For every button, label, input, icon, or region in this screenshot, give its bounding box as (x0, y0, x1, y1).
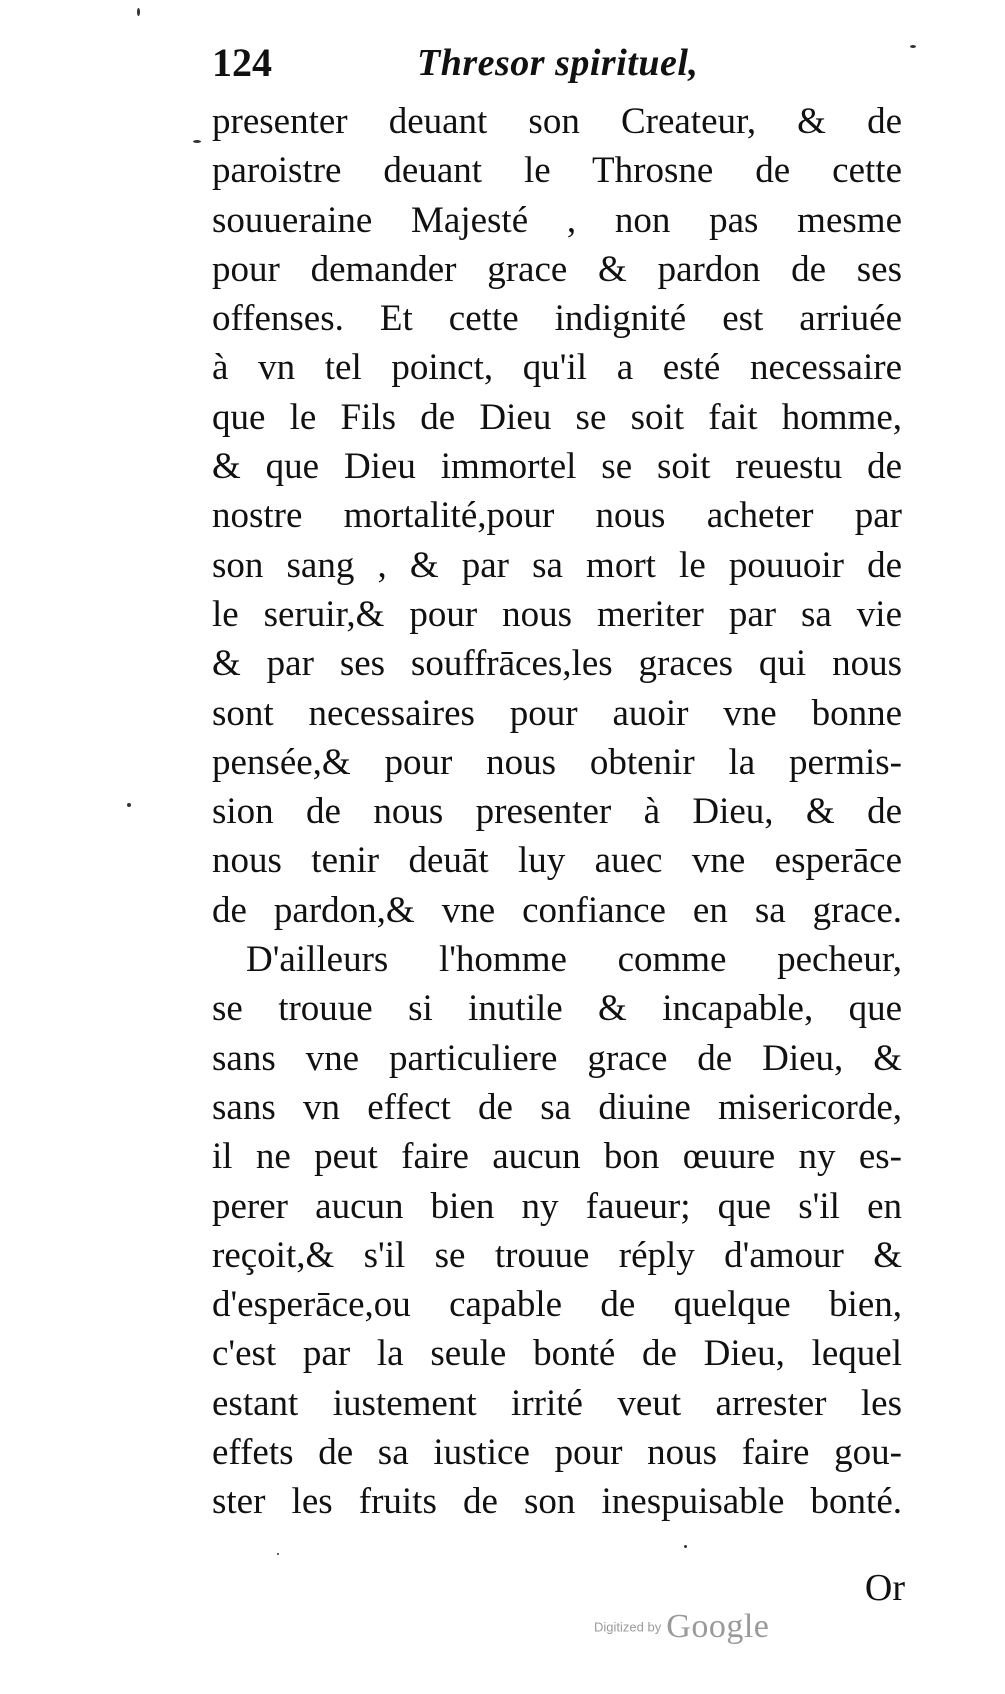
text-line: effets de sa iustice pour nous faire gou- (212, 1432, 902, 1474)
ink-speck (127, 803, 131, 807)
text-line: sion de nous presenter à Dieu, & de (212, 791, 902, 833)
text-line: il ne peut faire aucun bon œuure ny es- (212, 1136, 902, 1178)
text-line: & que Dieu immortel se soit reuestu de (212, 446, 902, 488)
text-line: pour demander grace & pardon de ses (212, 248, 902, 290)
text-line: à vn tel poinct, qu'il a esté necessaire (212, 347, 902, 389)
text-line: d'esperāce,ou capable de quelque bien, (212, 1284, 902, 1326)
text-line: paroistre deuant le Throsne de cette (212, 150, 902, 192)
page-number: 124 (212, 40, 272, 85)
text-line: & par ses souffrāces,les graces qui nous (212, 643, 902, 685)
text-line: offenses. Et cette indignité est arriuée (212, 298, 902, 340)
text-line: nostre mortalité,pour nous acheter par (212, 495, 902, 537)
text-line: de pardon,& vne confiance en sa grace. (212, 889, 902, 931)
text-line: estant iustement irrité veut arrester les (212, 1382, 902, 1424)
text-line: que le Fils de Dieu se soit fait homme, (212, 396, 902, 438)
text-line: perer aucun bien ny faueur; que s'il en (212, 1185, 902, 1227)
text-line: son sang , & par sa mort le pouuoir de (212, 544, 902, 586)
text-line: c'est par la seule bonté de Dieu, lequel (212, 1333, 902, 1375)
body-text (212, 97, 902, 1527)
text-line: sans vn effect de sa diuine misericorde, (212, 1086, 902, 1128)
ink-speck (193, 140, 201, 143)
text-line: reçoit,& s'il se trouue réply d'amour & (212, 1234, 902, 1276)
text-line: pensée,& pour nous obtenir la permis- (212, 741, 902, 783)
text-line: ster les fruits de son inespuisable bonté. (212, 1481, 902, 1523)
text-line: nous tenir deuāt luy auec vne esperāce (212, 840, 902, 882)
page-header (212, 38, 912, 88)
ink-speck (277, 1553, 279, 1555)
digitized-by-watermark (594, 1608, 769, 1648)
text-line: presenter deuant son Createur, & de (212, 101, 902, 142)
ink-speck (137, 8, 140, 16)
text-line: sans vne particuliere grace de Dieu, & (212, 1037, 902, 1079)
running-title: Thresor spirituel, (417, 42, 699, 84)
text-line: se trouue si inutile & incapable, que (212, 988, 902, 1030)
ink-speck (910, 45, 916, 48)
ink-speck (684, 1545, 687, 1548)
google-logo: Google (666, 1608, 770, 1645)
catchword: Or (864, 1567, 905, 1609)
text-line: le seruir,& pour nous meriter par sa vie (212, 593, 902, 635)
text-line: souueraine Majesté , non pas mesme (212, 199, 902, 241)
text-line: sont necessaires pour auoir vne bonne (212, 692, 902, 734)
watermark-prefix: Digitized by (594, 1619, 662, 1635)
text-line-paragraph-start: D'ailleurs l'homme comme pecheur, (246, 939, 902, 981)
